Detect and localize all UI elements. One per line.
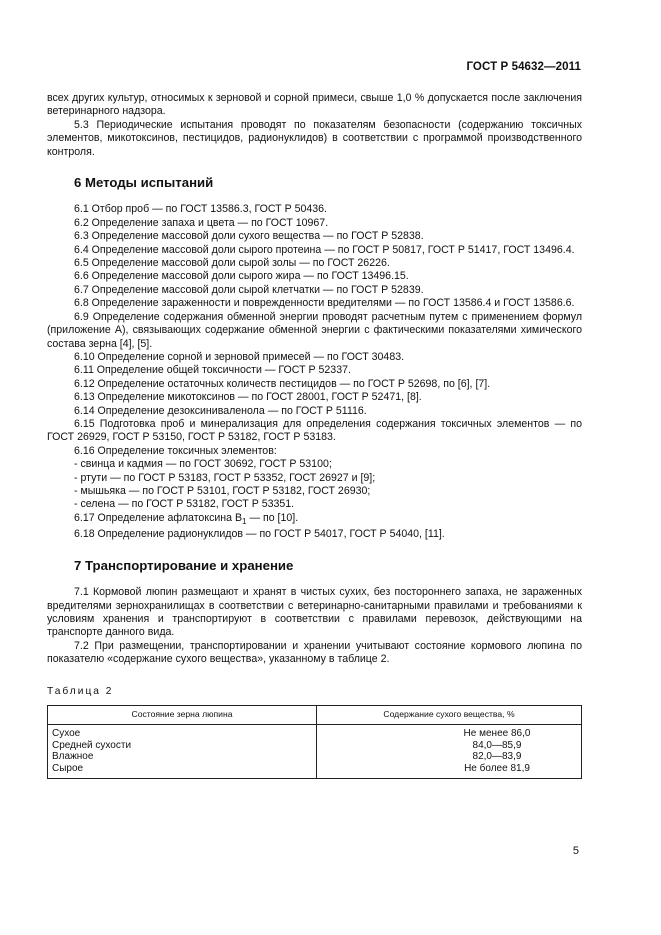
paragraph-6-15: 6.15 Подготовка проб и минерализация для определения содержания токсичных элементов — по ГОСТ 26929, ГОСТ Р 53150, ГОСТ Р 53182, ГОСТ Р 53183.	[47, 417, 582, 444]
item-6-17-subscript: 1	[242, 516, 247, 526]
table-row	[48, 740, 582, 752]
item-6-5: 6.5 Определение массовой доли сырой золы — по ГОСТ 26226.	[74, 257, 390, 270]
item-6-16-arsenic: - мышьяка — по ГОСТ Р 53101, ГОСТ Р 53182, ГОСТ 26930;	[74, 484, 371, 497]
paragraph-continuation: всех других культур, относимых к зерновой и сорной примеси, свыше 1,0 % допускается после заключения ветеринарного надзора.	[47, 92, 582, 118]
table-caption: Таблица 2	[47, 685, 114, 697]
item-6-16-selenium: - селена — по ГОСТ Р 53182, ГОСТ Р 53351.	[74, 498, 295, 511]
item-6-16: 6.16 Определение токсичных элементов:	[74, 444, 277, 457]
item-6-1: 6.1 Отбор проб — по ГОСТ 13586.3, ГОСТ Р 50436.	[74, 203, 327, 216]
item-6-11: 6.11 Определение общей токсичности — ГОСТ Р 52337.	[74, 364, 351, 377]
item-6-6: 6.6 Определение массовой доли сырого жира — по ГОСТ 13496.15.	[74, 270, 409, 283]
item-6-18: 6.18 Определение радионуклидов — по ГОСТ Р 54017, ГОСТ Р 54040, [11].	[74, 528, 445, 541]
page-content	[47, 92, 582, 779]
paragraph-5-3: 5.3 Периодические испытания проводят по показателям безопасности (содержанию токсичных элементов, микотоксинов, пестицидов, радионуклидов) в соответствии с программой производственного контроля.	[47, 118, 582, 158]
column-header-dry-matter: Содержание сухого вещества, %	[317, 705, 582, 724]
cell-value: 82,0—83,9	[317, 751, 582, 763]
item-6-17	[47, 512, 582, 529]
page-number: 5	[572, 845, 579, 857]
table-row	[48, 763, 582, 779]
paragraph-7-1: 7.1 Кормовой люпин размещают и хранят в чистых сухих, без постороннего запаха, не зараженных вредителями зернохранилищах в соответствии с ветеринарно-санитарными правилами и требованиями к условиям хранения и транспортируют в соответствии с правилами перевозок, действующими на транспорте данного вида.	[47, 586, 582, 639]
item-6-2: 6.2 Определение запаха и цвета — по ГОСТ 10967.	[74, 216, 329, 229]
column-header-state: Состояние зерна люпина	[48, 705, 317, 724]
item-6-7: 6.7 Определение массовой доли сырой клетчатки — по ГОСТ Р 52839.	[74, 283, 424, 296]
table-row	[48, 724, 582, 739]
cell-state: Влажное	[48, 751, 317, 763]
cell-value: 84,0—85,9	[317, 740, 582, 752]
cell-state: Средней сухости	[48, 740, 317, 752]
cell-value: Не менее 86,0	[317, 724, 582, 739]
section-7-title: 7 Транспортирование и хранение	[74, 557, 294, 573]
paragraph-6-8: 6.8 Определение зараженности и поврежденности вредителями — по ГОСТ 13586.4 и ГОСТ 13586.6.	[74, 297, 575, 310]
item-6-14: 6.14 Определение дезоксиниваленола — по ГОСТ Р 51116.	[74, 404, 367, 417]
paragraph-6-9: 6.9 Определение содержания обменной энергии проводят расчетным путем с применением формул (приложение А), связывающих содержание обменной энергии с фактическими показателями химического состава зерна [4], [5].	[47, 310, 582, 350]
cell-state: Сухое	[48, 724, 317, 739]
document-number: ГОСТ Р 54632—2011	[466, 61, 581, 73]
item-6-10: 6.10 Определение сорной и зерновой примесей — по ГОСТ 30483.	[74, 350, 405, 363]
item-6-12: 6.12 Определение остаточных количеств пестицидов — по ГОСТ Р 52698, по [6], [7].	[74, 377, 491, 390]
table-2	[47, 705, 582, 779]
table-row	[48, 751, 582, 763]
table-header-row	[48, 705, 582, 724]
cell-value: Не более 81,9	[317, 763, 582, 779]
cell-state: Сырое	[48, 763, 317, 779]
paragraph-7-2: 7.2 При размещении, транспортировании и хранении учитывают состояние кормового люпина по показателю «содержание сухого вещества», указанному в таблице 2.	[47, 639, 582, 666]
item-6-16-mercury: - ртути — по ГОСТ Р 53183, ГОСТ Р 53352, ГОСТ 26927 и [9];	[74, 471, 376, 484]
section-6-title: 6 Методы испытаний	[74, 175, 214, 191]
item-6-17-ref: — по [10].	[246, 511, 299, 524]
item-6-17-text: 6.17 Определение афлатоксина B	[74, 511, 243, 524]
item-6-16-lead-cadmium: - свинца и кадмия — по ГОСТ 30692, ГОСТ Р 53100;	[74, 458, 332, 471]
item-6-4: 6.4 Определение массовой доли сырого протеина — по ГОСТ Р 50817, ГОСТ Р 51417, ГОСТ 13496.4.	[74, 243, 575, 256]
item-6-3: 6.3 Определение массовой доли сухого вещества — по ГОСТ Р 52838.	[74, 230, 424, 243]
item-6-13: 6.13 Определение микотоксинов — по ГОСТ 28001, ГОСТ Р 52471, [8].	[74, 391, 422, 404]
